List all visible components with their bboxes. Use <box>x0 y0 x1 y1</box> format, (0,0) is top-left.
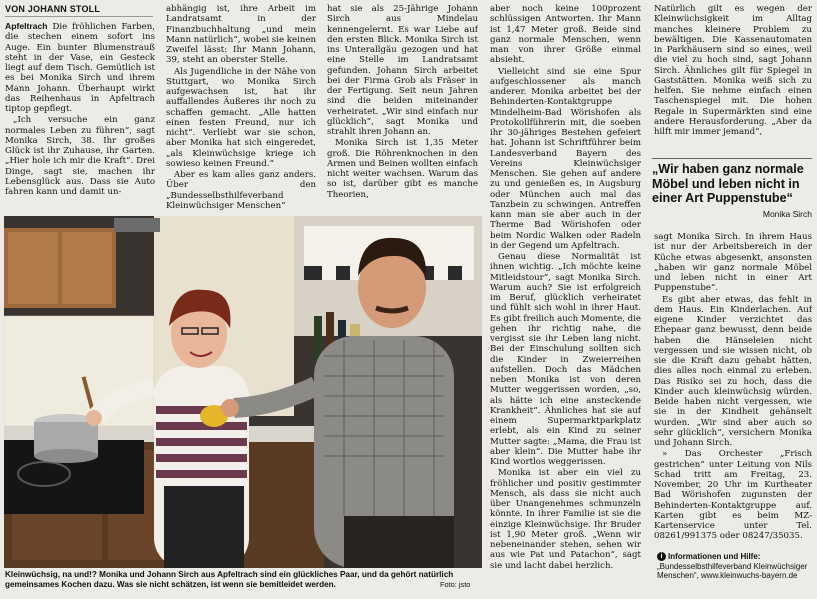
photo-caption: Kleinwüchsig, na und!? Monika und Johann Sirch aus Apfeltrach sind ein glückliches Paar, und da gehört natürlich gemeinsames Kochen dazu. Was sie nicht schätzen, ist wenn sie bemitleidet werden. <box>5 570 454 589</box>
info-text: „Bundesselbsthilfeverband Kleinwüchsiger Menschen“, www.kleinwuchs-bayern.de <box>657 561 808 580</box>
article-column-3 <box>327 4 478 210</box>
article-paragraph: Es gibt aber etwas, das fehlt in dem Haus. Ein Kinderlachen. Auf eigene Kinder verzichtet das Ehepaar ganz bewusst, denn beide haben die Hänseleien nicht vergessen und sie wissen nicht, ob sie die Kraft dazu gehabt hätten, dies alles noch einmal zu erleben. Das Risiko sei zu hoch, dass die Kinder auch kleinwüchsig würden. Beide haben nicht vergessen, wie sie in der Kindheit gehänselt wurden. „Wir sind aber auch so sehr glücklich“, versichern Monika und Johann Sirch. <box>654 294 812 448</box>
event-notice: » Das Orchester „Frisch gestrichen“ unter Leitung von Nils Schad tritt am Freitag, 23. November, 20 Uhr im Kurtheater Bad Wörishofen zugunsten der Behinderten-Kontaktgruppe auf. Karten gibt es beim MZ-Kartenservice unter Tel. 08261/991375 oder 08247/35035. <box>654 449 812 542</box>
paragraph-text: Die fröhlichen Farben, die stechen einem sofort ins Auge. Ein bunter Blumenstrauß steht in der Vase, ein Gesteck liegt auf dem Tisch. Gemütlich ist es bei Monika Sirch und ihrem Mann Johann. Überhaupt wirkt das Reihenhaus in Apfeltrach tiptop gepflegt. <box>5 22 155 114</box>
wall-tiles <box>4 316 154 426</box>
article-column-5-top <box>654 4 812 154</box>
article-paragraph: Natürlich gilt es wegen der Kleinwüchsigkeit im Alltag manches kleinere Problem zu bewältigen. Die Kassenautomaten in Parkhäusern sind so eines, weil die viel zu hoch sind, sagt Johann Sirch. Ähnliches gilt für Spiegel in Gaststätten. Monika weiß sich zu helfen. Sie nehme einfach einen Taschenspiegel mit. Die hohen Regale in Supermärkten sind eine andere Herausforderung. „Aber da hilft mir immer jemand“, <box>654 4 812 137</box>
article-photo <box>4 216 482 568</box>
article-paragraph: sagt Monika Sirch. In ihrem Haus ist nur der Arbeitsbereich in der Küche etwas abgesenkt, ansonsten „haben wir ganz normale Möbel und leben nicht in einer Art Puppenstube“. <box>654 232 812 294</box>
article-paragraph: Genau diese Normalität ist ihnen wichtig. „Ich möchte keine Mitleidstour“, sagt Monika Sirch. Warum auch? Sie ist erfolgreich im Beruf, glücklich verheiratet und fühlt sich wohl in ihrer Haut. Es gibt freilich auch Momente, die gehen ihr richtig nahe, die vergisst sie ihr Leben lang nicht. Bei der Einschulung sollten sich die Kinder in Zweierreihen aufstellen. Doch das Mädchen neben Monika ist von deren Mutter weggerissen worden, „so, als hätte ich eine ansteckende Krankheit“. Ähnliches hat sie auf einem Supermarktparkplatz erlebt, als ein Kind zu seiner Mutter sagte: „Mama, die Frau ist aber klein“. Die Mutter habe ihr Kind wortlos weggerissen. <box>490 252 641 467</box>
article-column-5-bottom <box>654 232 812 550</box>
article-paragraph: abhängig ist, ihre Arbeit im Landratsamt in der Finanzbuchhaltung „und mein Mann natürlich“, wobei sie keinen Zweifel lässt: Ihr Mann Johann, 39, steht an oberster Stelle. <box>166 4 316 66</box>
article-paragraph: aber noch keine 100prozent schlüssigen Antworten. Ihr Mann ist 1,47 Meter groß. Beide sind ganz normale Menschen, wenn man von ihrer Größe einmal absieht. <box>490 4 641 66</box>
article-paragraph: Monika ist aber ein viel zu fröhlicher und positiv gestimmter Mensch, als dass sie nicht auch über Unangenehmes schmunzeln könnte. In ihrer Familie ist sie die einzige Kleinwüchsige. Ihr Bruder ist 1,90 Meter groß. „Wenn wir nebeneinander stehen, sehen wir aus wie Pat und Patachon“, sagt sie und lacht dabei herzlich. <box>490 468 641 571</box>
info-icon: i <box>657 552 666 561</box>
pull-quote-author: Monika Sirch <box>762 208 812 219</box>
article-column-2 <box>166 4 316 210</box>
article-paragraph: Als Jugendliche in der Nähe von Stuttgart, wo Monika Sirch aufgewachsen ist, hat ihr auffallendes Äußeres ihr noch zu schaffen gemacht. „Alle hatten einen festen Freund, nur ich nicht“. Verliebt war sie schon, aber Monika hat sich eingeredet, „als Kleinwüchsige kriege ich sowieso keinen Freund.“ <box>166 66 316 169</box>
photo-credit: Foto: jsto <box>440 580 471 589</box>
article-paragraph: Aber es kam alles ganz anders. Über den „Bundesselbsthilfeverband Kleinwüchsiger Menschen“ <box>166 170 316 210</box>
kitchen-photo <box>4 216 482 568</box>
article-paragraph: Vielleicht sind sie eine Spur aufgeschlossener als manch anderer. Monika arbeitet bei der Behinderten-Kontaktgruppe Mindelheim-Bad Wörishofen als Protokollführerin mit, die soeben ihr 30-jähriges Bestehen gefeiert hat. Johann ist Schriftführer beim Landesverband Bayern des Vereins Kleinwüchsiger Menschen. Sie gehen auf andere zu und genießen es, in Augsburg oder München auch mal das Tanzbein zu schwingen. Antreffen kann man sie aber auch in der Therme Bad Wörishofen oder beim Nordic Walken oder Radeln in der Gegend um Apfeltrach. <box>490 66 641 251</box>
article-paragraph <box>5 21 155 114</box>
place-name: Apfeltrach <box>5 21 48 31</box>
range-hood <box>114 218 160 232</box>
article-paragraph: Monika Sirch ist 1,35 Meter groß. Die Röhrenknochen in den Armen und Beinen wollten einfach nicht weiter wachsen. Warum das so ist, darüber gibt es manche Theorien, <box>327 138 478 200</box>
info-label: Informationen und Hilfe: <box>668 552 761 561</box>
article-paragraph: hat sie als 25-Jährige Johann Sirch aus Mindelau kennengelernt. Es war Liebe auf den ersten Blick. Monika Sirch ist ins Unterallgäu gezogen und hat eine Stelle im Landratsamt gefunden. Johann Sirch arbeitet bei der Firma Grob als Fräser in der Fertigung. Seit neun Jahren sind die beiden miteinander verheiratet. „Wir sind einfach nur glücklich“, sagt Monika und strahlt ihren Johann an. <box>327 4 478 137</box>
pull-quote <box>652 158 812 219</box>
info-box <box>657 552 813 581</box>
article-paragraph: „Ich versuche ein ganz normales Leben zu führen“, sagt Monika Sirch, 38. Ihr großes Glück ist ihr Zuhause, ihr Garten. „Hier hole ich mir die Kraft“. Drei Dinge, sagt sie, machen ihr Lebensglück aus. Dass sie Auto fahren kann und damit un- <box>5 115 155 197</box>
article-column-4 <box>490 4 641 596</box>
pull-quote-text: „Wir haben ganz normale Möbel und leben nicht in einer Art Puppenstube“ <box>652 162 804 205</box>
article-column-1 <box>5 21 155 213</box>
byline: VON JOHANN STOLL <box>5 4 153 17</box>
